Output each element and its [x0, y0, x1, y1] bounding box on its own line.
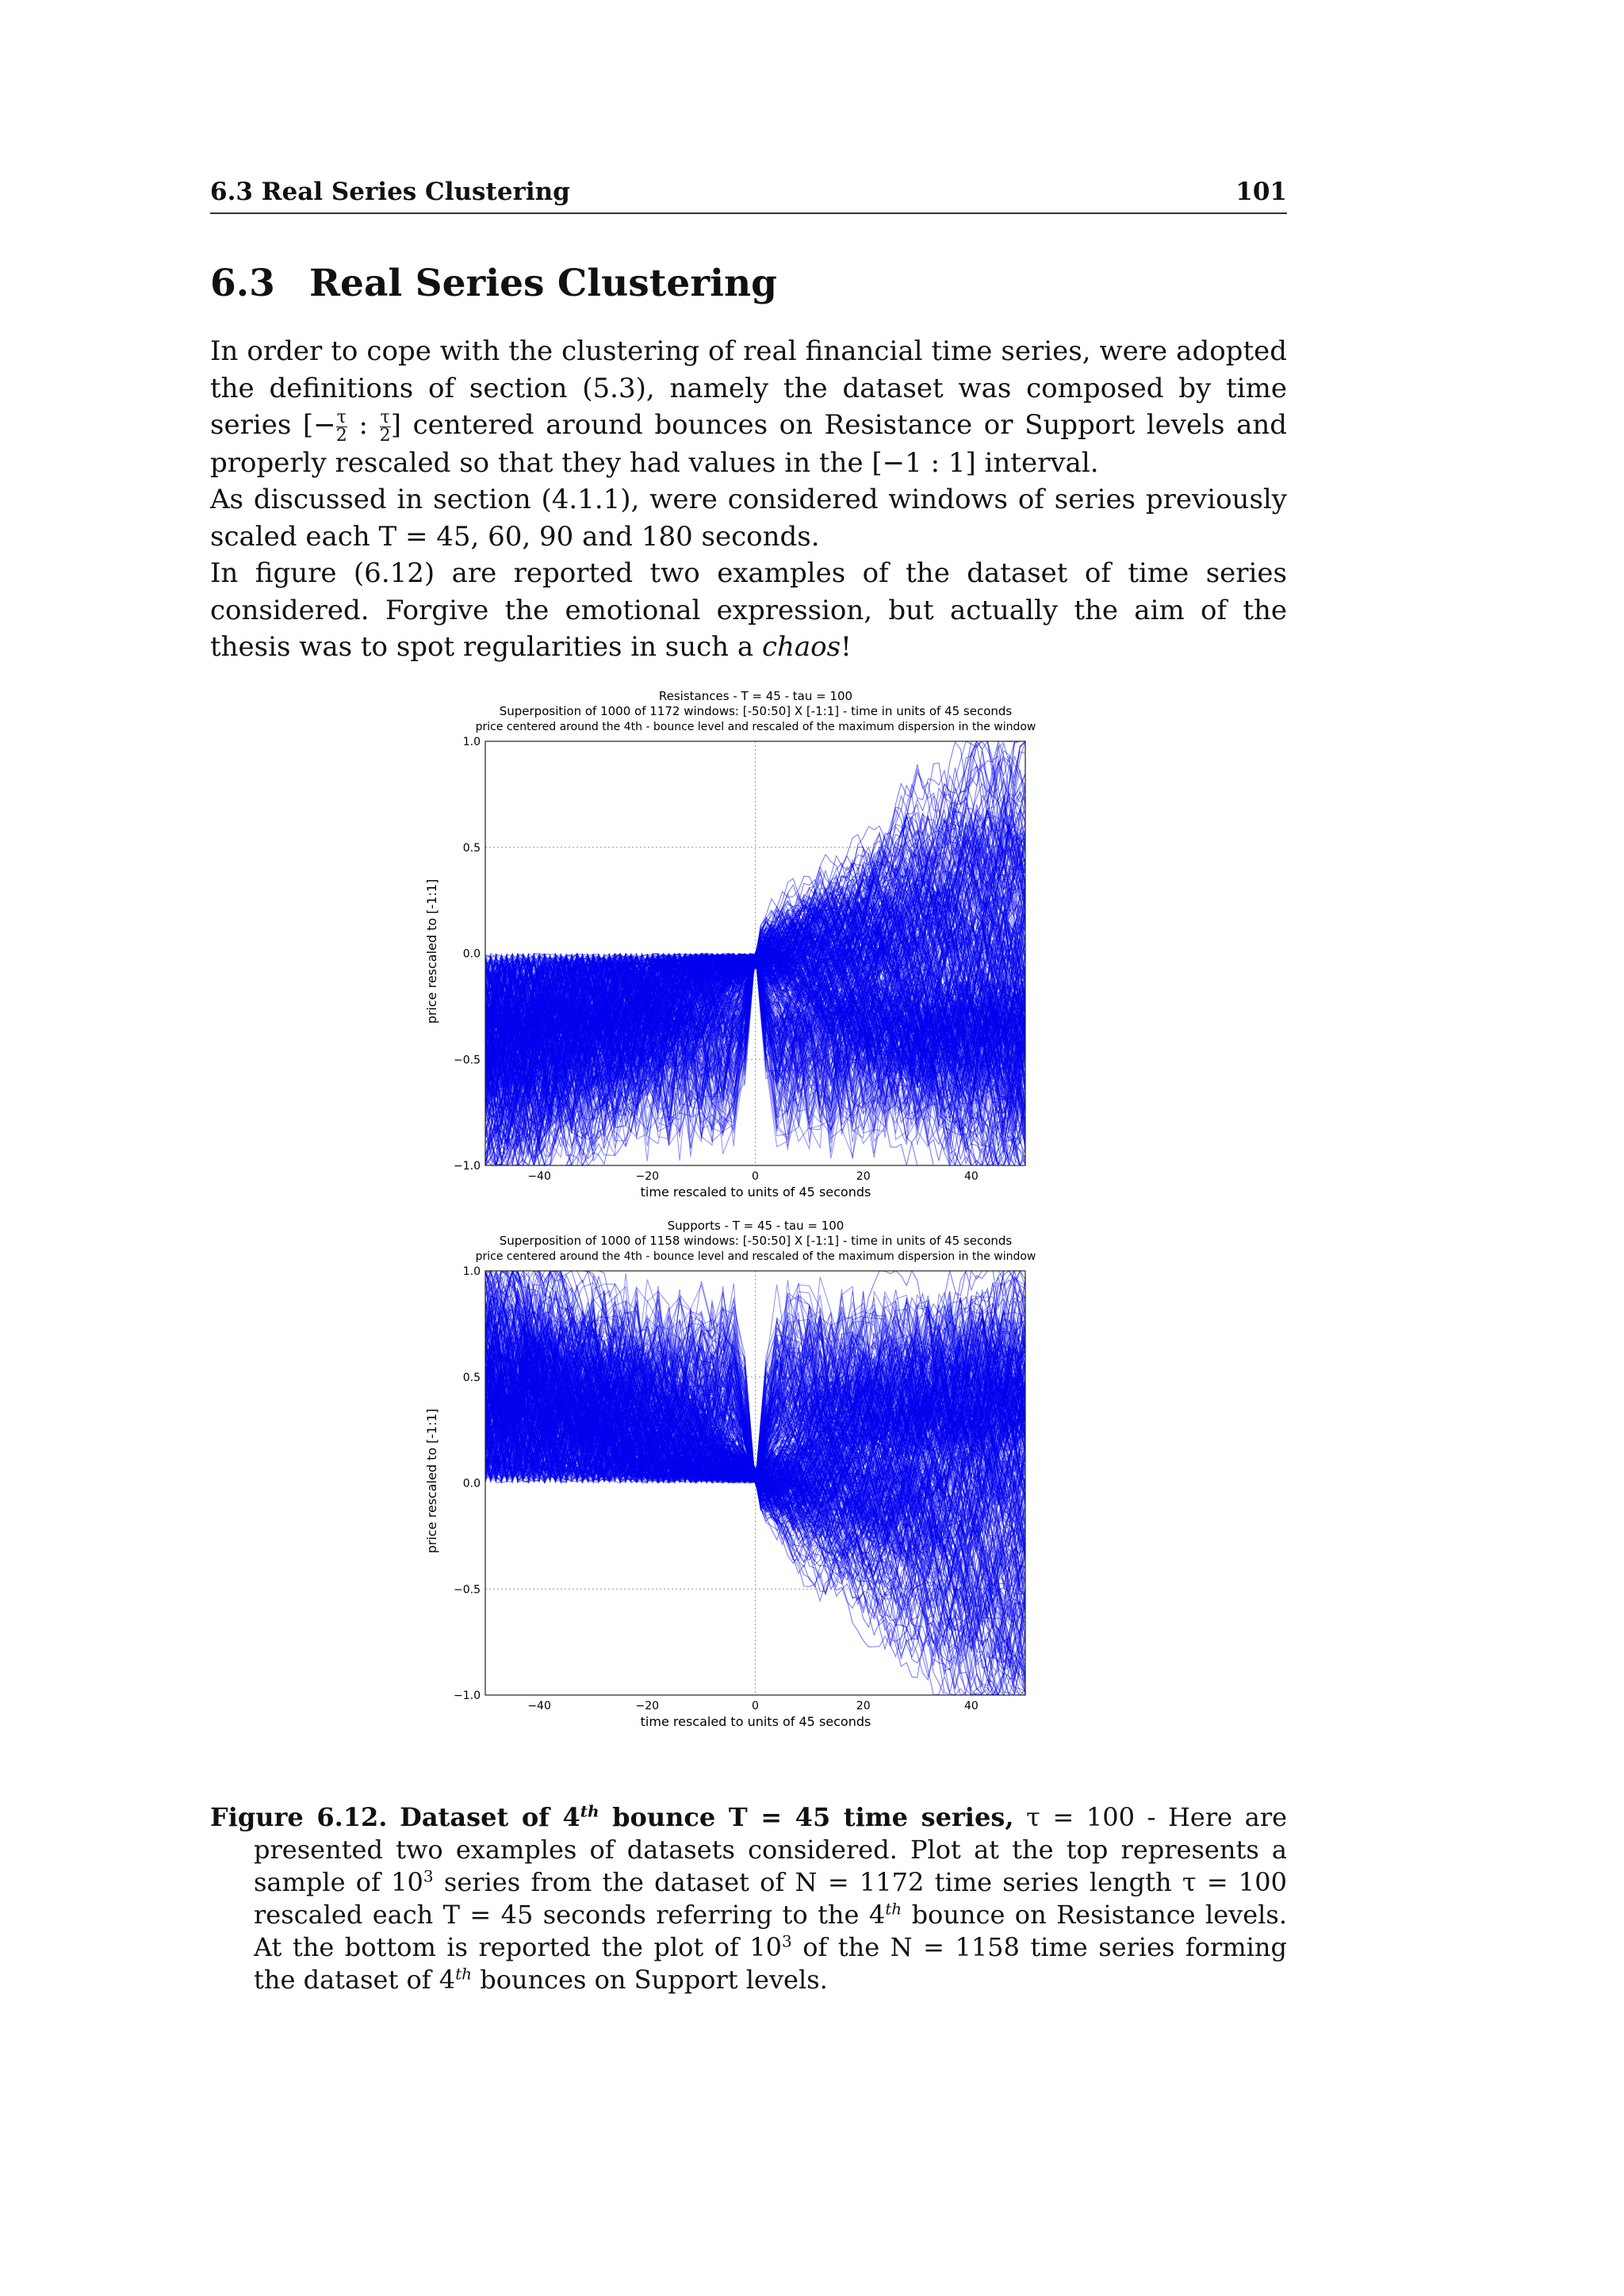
chart-ylabel: price rescaled to [-1:1] [424, 878, 439, 1024]
caption-superscript-th: th [455, 1964, 473, 1984]
fraction-tau-half-2 [380, 409, 391, 445]
x-tick-label: 20 [856, 1700, 871, 1712]
caption-superscript-th: th [885, 1899, 902, 1919]
paragraph-3-text-b: ! [841, 631, 852, 663]
chart-subtitle-2: price centered around the 4th - bounce level and rescaled of the maximum dispersion in the window [475, 1250, 1036, 1263]
body-text [210, 333, 1287, 666]
plot-area [485, 741, 1025, 1165]
chart-xlabel: time rescaled to units of 45 seconds [640, 1184, 871, 1200]
figure-resistances-plot [412, 686, 1110, 1217]
caption-text-e: bounces on Support levels. [472, 1965, 828, 1995]
caption-bold-b: bounce T = 45 time series, [599, 1802, 1014, 1832]
caption-paragraph [210, 1801, 1287, 1996]
resistances-chart-svg [412, 686, 1110, 1217]
y-tick-label: −0.5 [454, 1583, 481, 1597]
x-tick-label: 0 [752, 1700, 759, 1712]
y-tick-label: −0.5 [454, 1054, 481, 1067]
x-tick-label: 0 [752, 1170, 759, 1183]
paragraph-1 [210, 333, 1287, 481]
y-tick-label: 0.5 [462, 841, 481, 855]
page-number: 101 [1235, 178, 1287, 206]
paragraph-1-text-b: : [347, 409, 380, 441]
running-header-section: 6.3 Real Series Clustering [210, 178, 570, 206]
y-tick-label: 1.0 [462, 1265, 481, 1278]
x-tick-label: −20 [635, 1170, 660, 1183]
chart-subtitle: Superposition of 1000 of 1172 windows: [-50:50] X [-1:1] - time in units of 45 seconds [499, 704, 1013, 718]
x-tick-label: −40 [527, 1700, 551, 1712]
chart-title: Resistances - T = 45 - tau = 100 [658, 689, 853, 703]
fraction-denominator: 2 [335, 425, 347, 446]
y-tick-label: 0.0 [462, 1477, 481, 1490]
figure-supports-plot [412, 1215, 1110, 1747]
chart-subtitle: Superposition of 1000 of 1158 windows: [-50:50] X [-1:1] - time in units of 45 seconds [499, 1234, 1013, 1248]
paragraph-3-text-a: In figure (6.12) are reported two examples of the dataset of time series considered. Forgive the emotional expression, but actually the aim of the thesis was to spot regularities in such a [210, 557, 1287, 663]
caption-text-b: series from the dataset of N = 1172 time series length τ = 100 rescaled each T = 45 seconds referring to the 4 [254, 1867, 1287, 1930]
chart-title: Supports - T = 45 - tau = 100 [667, 1219, 845, 1233]
fraction-tau-half-1 [336, 409, 347, 445]
caption-superscript-th: th [580, 1801, 599, 1821]
section-number: 6.3 [210, 262, 275, 305]
caption-text-a: τ = 100 - Here are presented two examples of datasets considered. Plot at the top represents a sample of 10 [254, 1802, 1288, 1897]
fraction-denominator: 2 [379, 425, 391, 446]
plot-area [485, 1271, 1025, 1695]
paragraph-1-text-c: ] centered around bounces on Resistance or Support levels and properly rescaled so that they had values in the [−1 : 1] interval. [210, 409, 1288, 479]
x-tick-label: −20 [635, 1700, 660, 1712]
caption-superscript-3: 3 [782, 1931, 792, 1951]
y-tick-label: −1.0 [454, 1689, 481, 1702]
paragraph-1-text-a: In order to cope with the clustering of real financial time series, were adopted the definitions of section (5.3), namely the dataset was composed by time series [− [210, 335, 1287, 441]
paragraph-3-emphasis: chaos [761, 631, 841, 663]
caption-bold-title [400, 1802, 1013, 1832]
caption-text-d: of the N = 1158 time series forming the dataset of 4 [254, 1932, 1288, 1995]
chart-xlabel: time rescaled to units of 45 seconds [640, 1714, 871, 1729]
x-tick-label: 40 [963, 1700, 979, 1712]
y-tick-label: 1.0 [462, 736, 481, 748]
caption-text-c: bounce on Resistance levels. At the bottom is reported the plot of 10 [254, 1900, 1288, 1962]
y-tick-label: 0.0 [462, 947, 481, 961]
running-header [210, 176, 1287, 214]
paragraph-3 [210, 555, 1287, 666]
chart-ylabel: price rescaled to [-1:1] [424, 1408, 439, 1554]
figure-caption [210, 1801, 1287, 1996]
supports-chart-svg [412, 1215, 1110, 1747]
section-heading [210, 260, 1320, 308]
caption-label: Figure 6.12. [210, 1802, 388, 1832]
y-tick-label: −1.0 [454, 1160, 481, 1173]
x-tick-label: 40 [963, 1170, 979, 1183]
x-tick-label: 20 [856, 1170, 871, 1183]
section-title: Real Series Clustering [309, 262, 777, 305]
x-tick-label: −40 [527, 1170, 551, 1183]
caption-bold-a: Dataset of 4 [400, 1802, 580, 1832]
chart-subtitle-2: price centered around the 4th - bounce level and rescaled of the maximum dispersion in the window [475, 721, 1036, 733]
fraction-numerator: τ [336, 407, 347, 427]
y-tick-label: 0.5 [462, 1371, 481, 1384]
caption-superscript-3: 3 [423, 1866, 434, 1886]
fraction-numerator: τ [380, 407, 390, 427]
paragraph-2: As discussed in section (4.1.1), were considered windows of series previously scaled each T = 45, 60, 90 and 180 seconds. [210, 484, 1287, 553]
